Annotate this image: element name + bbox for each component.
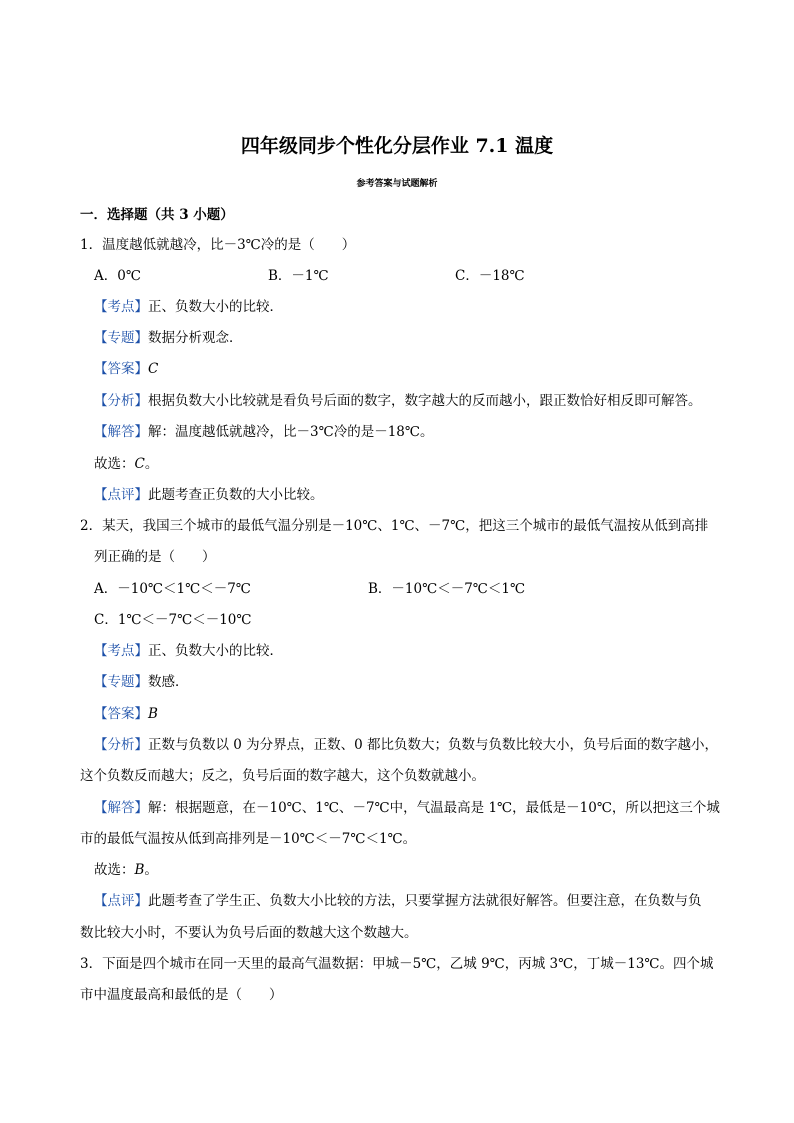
daan-label: 【答案】 <box>94 361 148 377</box>
q1-option-a: A．0℃ <box>94 268 141 284</box>
q1-kaodian-text: 正、负数大小的比较． <box>148 299 283 315</box>
q2-option-a: A．－10℃＜1℃＜－7℃ <box>94 581 251 597</box>
dianping-label: 【点评】 <box>94 893 148 909</box>
document-title: 四年级同步个性化分层作业 7.1 温度 <box>240 135 554 157</box>
q1-zhuanti <box>94 329 243 347</box>
q2-jieda-line2: 市的最低气温按从低到高排列是－10℃＜－7℃＜1℃。 <box>80 831 417 847</box>
fenxi-label: 【分析】 <box>94 393 148 409</box>
q2-fenxi-text1: 正数与负数以 0 为分界点，正数、0 都比负数大；负数与负数比较大小，负号后面的数字越小， <box>148 737 719 753</box>
q1-daan <box>94 360 158 378</box>
q1-jieda <box>94 423 433 441</box>
kaodian-label: 【考点】 <box>94 299 148 315</box>
q2-xuan-suffix: 。 <box>144 862 158 878</box>
document-subtitle: 参考答案与试题解析 <box>356 179 438 189</box>
q2-kaodian-text: 正、负数大小的比较． <box>148 643 283 659</box>
fenxi-label: 【分析】 <box>94 737 148 753</box>
q3-stem-line2: 市中温度最高和最低的是（ ） <box>80 987 283 1003</box>
q1-dianping-text: 此题考查正负数的大小比较。 <box>148 487 324 503</box>
q2-dianping-text1: 此题考查了学生正、负数大小比较的方法，只要掌握方法就很好解答。但要注意，在负数与负 <box>148 893 702 909</box>
daan-label: 【答案】 <box>94 706 148 722</box>
q2-dianping-line2: 数比较大小时，不要认为负号后面的数越大这个数越大。 <box>80 925 418 941</box>
q2-dianping-line1 <box>94 892 702 910</box>
q2-zhuanti-text: 数感． <box>148 674 189 690</box>
q2-jieda-line1 <box>94 799 720 817</box>
zhuanti-label: 【专题】 <box>94 674 148 690</box>
q1-answer-choice <box>94 455 158 473</box>
q2-option-c: C．1℃＜－7℃＜－10℃ <box>94 612 252 628</box>
q1-option-b: B．－1℃ <box>268 268 329 284</box>
section-heading: 一．选择题（共 3 小题） <box>80 207 234 223</box>
q2-kaodian <box>94 642 283 660</box>
dianping-label: 【点评】 <box>94 487 148 503</box>
q2-stem-line2: 列正确的是（ ） <box>94 549 216 565</box>
q1-dianping <box>94 486 324 504</box>
jieda-label: 【解答】 <box>94 424 148 440</box>
q1-stem: 1．温度越低就越冷，比－3℃冷的是（ ） <box>80 237 356 253</box>
jieda-label: 【解答】 <box>94 800 148 816</box>
q2-daan <box>94 705 158 723</box>
q1-daan-text: C <box>148 361 159 377</box>
q1-zhuanti-text: 数据分析观念． <box>148 330 243 346</box>
zhuanti-label: 【专题】 <box>94 330 148 346</box>
q1-kaodian <box>94 298 283 316</box>
q1-xuan-prefix: 故选： <box>94 456 135 472</box>
q2-option-b: B．－10℃＜－7℃＜1℃ <box>368 581 526 597</box>
q2-xuan-prefix: 故选： <box>94 862 135 878</box>
q2-daan-text: B <box>148 706 158 722</box>
q1-fenxi <box>94 392 702 410</box>
q3-stem-line1: 3．下面是四个城市在同一天里的最高气温数据：甲城－5℃，乙城 9℃，丙城 3℃，丁城－13℃。四个城 <box>80 956 714 972</box>
q2-xuan: B <box>134 862 145 878</box>
q1-option-c: C．－18℃ <box>455 268 525 284</box>
q1-jieda-text: 解：温度越低就越冷，比－3℃冷的是－18℃。 <box>148 424 434 440</box>
q2-fenxi-line1 <box>94 736 718 754</box>
q1-xuan: C <box>134 456 145 472</box>
q2-stem-line1: 2．某天，我国三个城市的最低气温分别是－10℃、1℃、－7℃，把这三个城市的最低气温按从低到高排 <box>80 518 709 534</box>
q1-fenxi-text: 根据负数大小比较就是看负号后面的数字，数字越大的反而越小，跟正数恰好相反即可解答。 <box>148 393 702 409</box>
q2-fenxi-line2: 这个负数反而越大；反之，负号后面的数字越大，这个负数就越小。 <box>80 768 485 784</box>
q2-zhuanti <box>94 673 189 691</box>
q2-jieda-text1: 解：根据题意，在－10℃、1℃、－7℃中，气温最高是 1℃，最低是－10℃，所以把这三个城 <box>148 800 720 816</box>
q2-answer-choice <box>94 861 158 879</box>
q1-xuan-suffix: 。 <box>144 456 159 472</box>
kaodian-label: 【考点】 <box>94 643 148 659</box>
